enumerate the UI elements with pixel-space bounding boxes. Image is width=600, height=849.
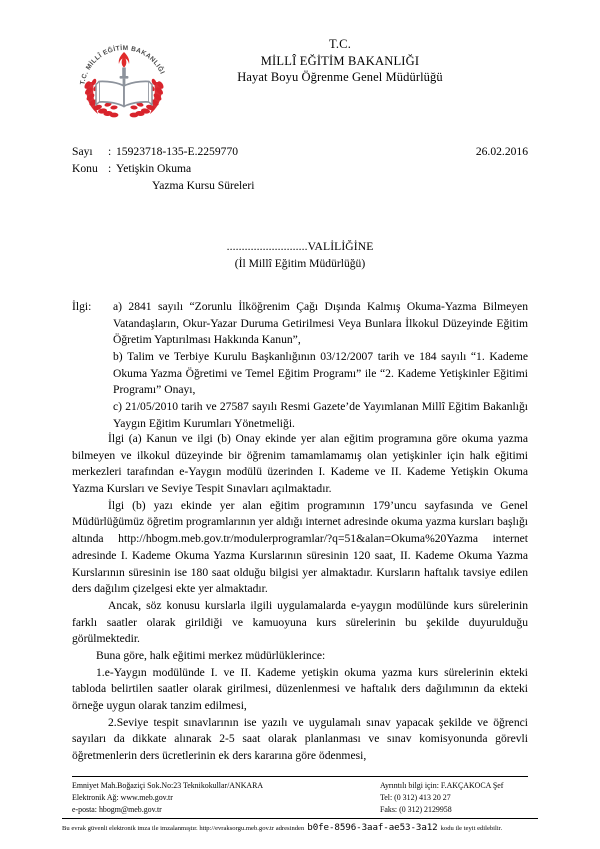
verification-prefix: Bu evrak güvenli elektronik imza ile imzalanmıştır. http://evraksorgu.meb.gov.tr adresinden bbox=[62, 825, 305, 832]
verification-line bbox=[62, 822, 542, 834]
body-paragraph-4: Buna göre, halk eğitimi merkez müdürlüklerince: bbox=[96, 648, 326, 662]
document-date: 26.02.2016 bbox=[475, 145, 528, 158]
body-paragraph-1: İlgi (a) Kanun ve ilgi (b) Onay ekinde yer alan eğitim programına göre okuma yazma bilmeyen ve ilkokul düzeyinde bir öğrenim tamamlamamış olan yetişkinler için halk eğitimi merkezleri tarafından e-Yaygın modülü üzerinden I. Kademe ve II. Kademe Yetişkin Okuma Yazma Kursları ve Seviye Tespit Sınavları açılmaktadır. bbox=[72, 432, 528, 496]
footer-contact-person: Ayrıntılı bilgi için: F.AKÇAKOCA Şef bbox=[380, 781, 504, 790]
header-line-tc: T.C. bbox=[328, 37, 352, 51]
verification-suffix: kodu ile teyit edilebilir. bbox=[440, 825, 503, 832]
ministry-title-block bbox=[190, 36, 490, 86]
body-item-2: 2.Seviye tespit sınavlarının ise yazılı ve uygulamalı sınav yapacak şekilde ve öğrenci sayıları da dikkate alınarak 2-5 saat olarak planlanması ve sınav komisyonunda görevli öğretmenlerin ders ücretlerinin ek ders kararına göre ödenmesi, bbox=[72, 715, 528, 763]
svg-text:T.C. MİLLÎ EĞİTİM BAKANLIĞI: T.C. MİLLÎ EĞİTİM BAKANLIĞI bbox=[79, 44, 166, 86]
sayi-value: 15923718-135-E.2259770 bbox=[116, 145, 239, 158]
reference-item-a: a) 2841 sayılı “Zorunlu İlköğrenim Çağı Dışında Kalmış Okuma-Yazma Bilmeyen Vatandaşların, Okur-Yazar Duruma Getirilmesi Veya Bunlara İlkokul Düzeyinde Eğitim Öğretim Yaptırılması Hakkında Kanun”, bbox=[113, 300, 528, 347]
document-header bbox=[0, 28, 600, 133]
header-line-directorate: Hayat Boyu Öğrenme Genel Müdürlüğü bbox=[237, 70, 443, 84]
references-list bbox=[113, 299, 528, 433]
konu-value: Yetişkin Okuma bbox=[116, 162, 192, 176]
document-body bbox=[72, 431, 528, 765]
footer-email: e-posta: hbogm@meb.gov.tr bbox=[72, 805, 162, 815]
footer-left-column bbox=[72, 780, 342, 816]
konu-row bbox=[72, 160, 528, 177]
addressee-governorship: ...........................VALİLİĞİNE bbox=[226, 240, 374, 253]
meb-emblem bbox=[70, 36, 178, 126]
sayi-separator: : bbox=[108, 145, 112, 158]
footer-address: Emniyet Mah.Boğaziçi Sok.No:23 Teknikokullar/ANKARA bbox=[72, 781, 264, 790]
body-paragraph-2: İlgi (b) yazı ekinde yer alan eğitim programının 179’uncu sayfasında ve Genel Müdürlüğümüz öğretim programlarının yer aldığı internet adresinde okuma yazma kursları başlığı altında http://hbogm.meb.gov.tr/modulerprogramlar/?q=51&alan=Okuma%20Yazma internet adresinde I. Kademe Okuma Yazma Kurslarının süresinin 120 saat, II. Kademe Okuma Yazma Kurslarının süresinin ise 180 saat olduğu bilgisi yer almaktadır. Kursların haftalık tavsiye edilen ders dağılım çizelgesi ekte yer almaktadır. bbox=[72, 498, 528, 596]
references-block bbox=[72, 299, 528, 433]
footer-website: Elektronik Ağ: www.meb.gov.tr bbox=[72, 793, 173, 803]
footer-divider bbox=[72, 776, 528, 777]
reference-item-c: c) 21/05/2010 tarih ve 27587 sayılı Resmi Gazete’de Yayımlanan Millî Eğitim Bakanlığı Yaygın Eğitim Kurumları Yönetmeliği. bbox=[113, 400, 528, 430]
document-meta-block bbox=[72, 143, 528, 194]
konu-label: Konu bbox=[72, 162, 98, 176]
sayi-row bbox=[72, 143, 528, 160]
body-item-1: 1.e-Yaygın modülünde I. ve II. Kademe yetişkin okuma yazma kurs sürelerinin ekteki tabloda belirtilen saatler olarak girilmesi, düzenlenmesi ve haftalık ders dağılımının da ekteki örneğe uygun olarak tanzim edilmesi, bbox=[72, 665, 528, 712]
konu-separator: : bbox=[108, 162, 112, 176]
footer-fax: Faks: (0 312) 2129958 bbox=[380, 805, 452, 815]
header-line-ministry: MİLLÎ EĞİTİM BAKANLIĞI bbox=[260, 53, 420, 68]
reference-item-b: b) Talim ve Terbiye Kurulu Başkanlığının 03/12/2007 tarih ve 184 sayılı “1. Kademe Okuma Yazma Öğretimi ve Temel Eğitim Programı” ile “2. Kademe Yetişkinler Eğitimi Programı” Onayı, bbox=[113, 350, 528, 397]
konu-value-continued: Yazma Kursu Süreleri bbox=[152, 179, 255, 193]
addressee-subunit: (İl Millî Eğitim Müdürlüğü) bbox=[234, 257, 366, 271]
verification-code: b0fe-8596-3aaf-ae53-3a12 bbox=[307, 822, 438, 833]
addressee-block bbox=[0, 238, 600, 273]
verification-divider bbox=[62, 818, 538, 819]
footer-phone: Tel: (0 312) 413 20 27 bbox=[380, 793, 451, 803]
footer-right-column bbox=[380, 780, 570, 816]
sayi-label: Sayı bbox=[72, 145, 93, 158]
body-paragraph-3: Ancak, söz konusu kurslarla ilgili uygulamalarda e-yaygın modülünde kurs sürelerinin farklı saatler olarak girildiği ve kamuoyuna kurs sürelerinin bu şekilde duyurulduğu görülmektedir. bbox=[72, 598, 528, 646]
references-label: İlgi: bbox=[72, 300, 92, 313]
